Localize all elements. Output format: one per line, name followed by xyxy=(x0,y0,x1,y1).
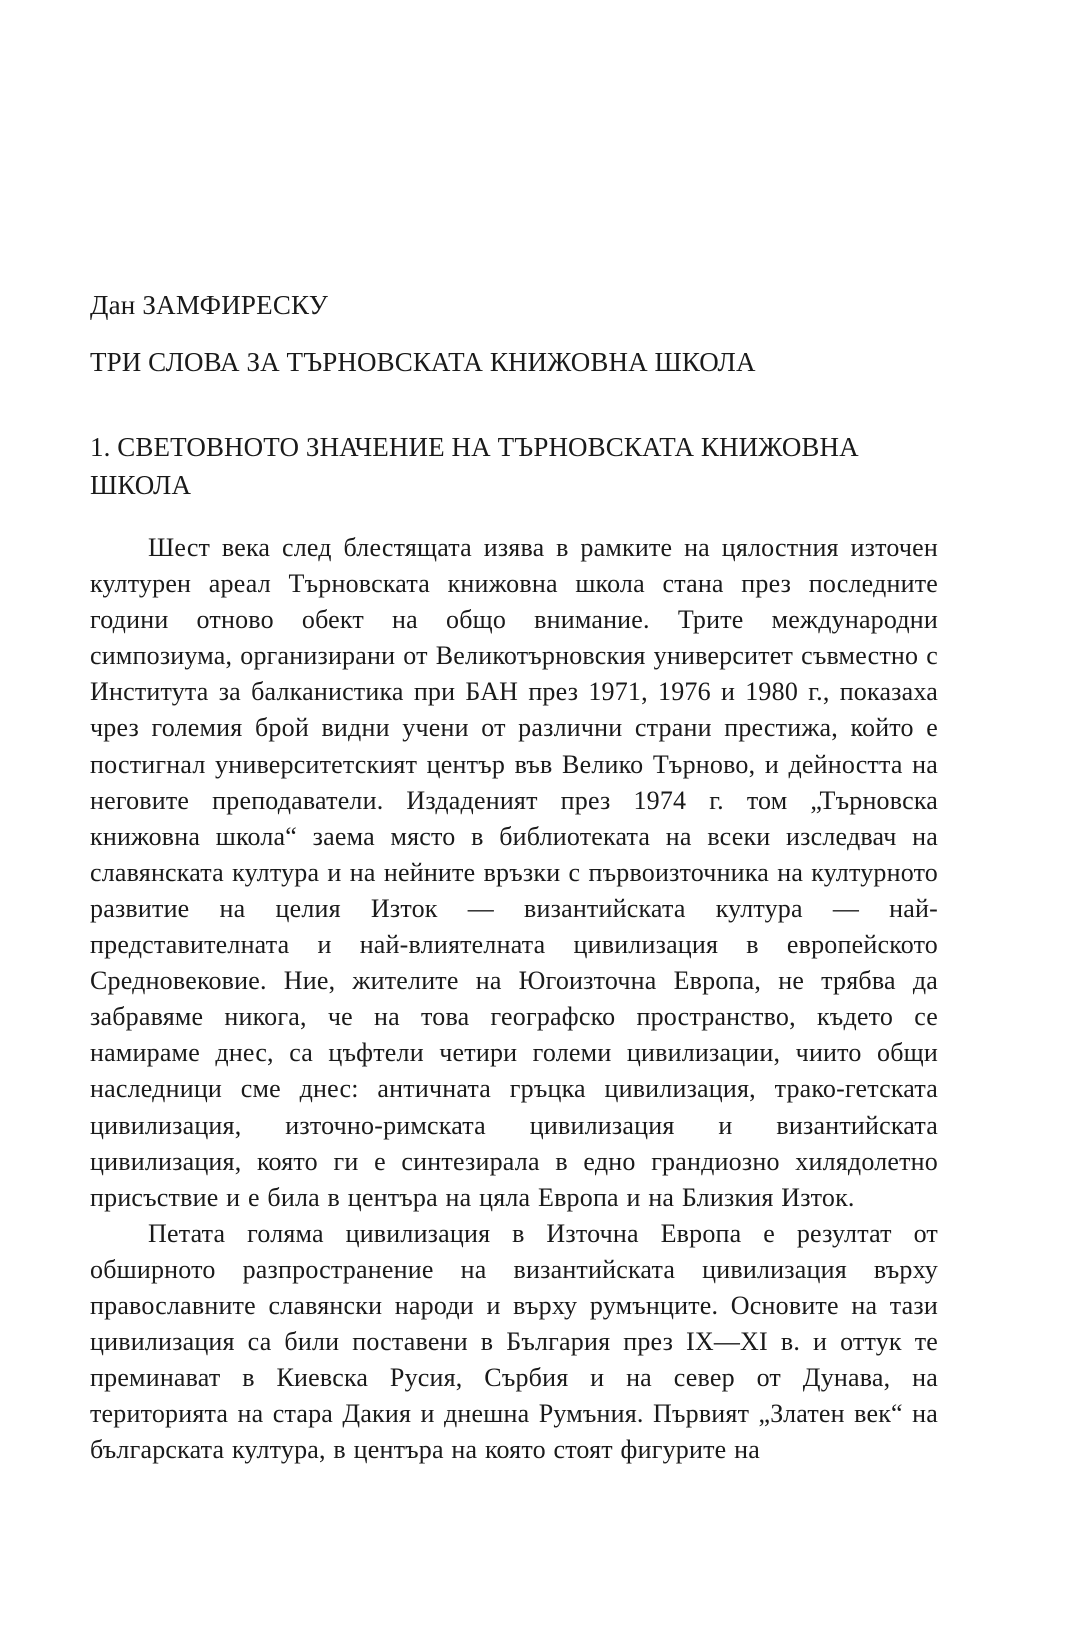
author-name: Дан ЗАМФИРЕСКУ xyxy=(90,290,329,320)
paragraph-2: Петата голяма цивилизация в Източна Европа е резултат от обширното разпространение на византийската цивилизация върху православните славянски народи и върху румънците. Основите на тази цивилизация са били поставени в България през IX—XI в. и оттук те преминават в Киевска Русия, Сърбия и на север от Дунава, на територията на стара Дакия и днешна Румъния. Първият „Златен век“ на българската култура, в центъра на която стоят фигурите на xyxy=(90,1218,938,1465)
section-heading: 1. СВЕТОВНОТО ЗНАЧЕНИЕ НА ТЪРНОВСКАТА КНИЖОВНА ШКОЛА xyxy=(90,432,859,500)
article-title: ТРИ СЛОВА ЗА ТЪРНОВСКАТА КНИЖОВНА ШКОЛА xyxy=(90,347,756,377)
body-text xyxy=(90,530,938,1468)
paragraph-1: Шест века след блестящата изява в рамките на цялостния източен културен ареал Търновската книжовна школа стана през последните години отново обект на общо внимание. Трите международни симпозиума, организирани от Великотърновския университет съвместно с Института за балканистика при БАН през 1971, 1976 и 1980 г., показаха чрез големия брой видни учени от различни страни престижа, който е постигнал университетският център във Велико Търново, и дейността на неговите преподаватели. Издаденият през 1974 г. том „Търновска книжовна школа“ заема място в библиотеката на всеки изследвач на славянската култура и на нейните връзки с първоизточника на културното развитие на целия Изток — византийската култура — най-представителната и най-влиятелната цивилизация в европейското Средновековие. Ние, жителите на Югоизточна Европа, не трябва да забравяме никога, че на това географско пространство, където се намираме днес, са цъфтели четири големи цивилизации, чиито общи наследници сме днес: античната гръцка цивилизация, трако-гетската цивилизация, източно-римската цивилизация и византийската цивилизация, която ги е синтезирала в едно грандиозно хилядолетно присъствие и е била в центъра на цяла Европа и на Близкия Изток. xyxy=(90,533,938,1212)
